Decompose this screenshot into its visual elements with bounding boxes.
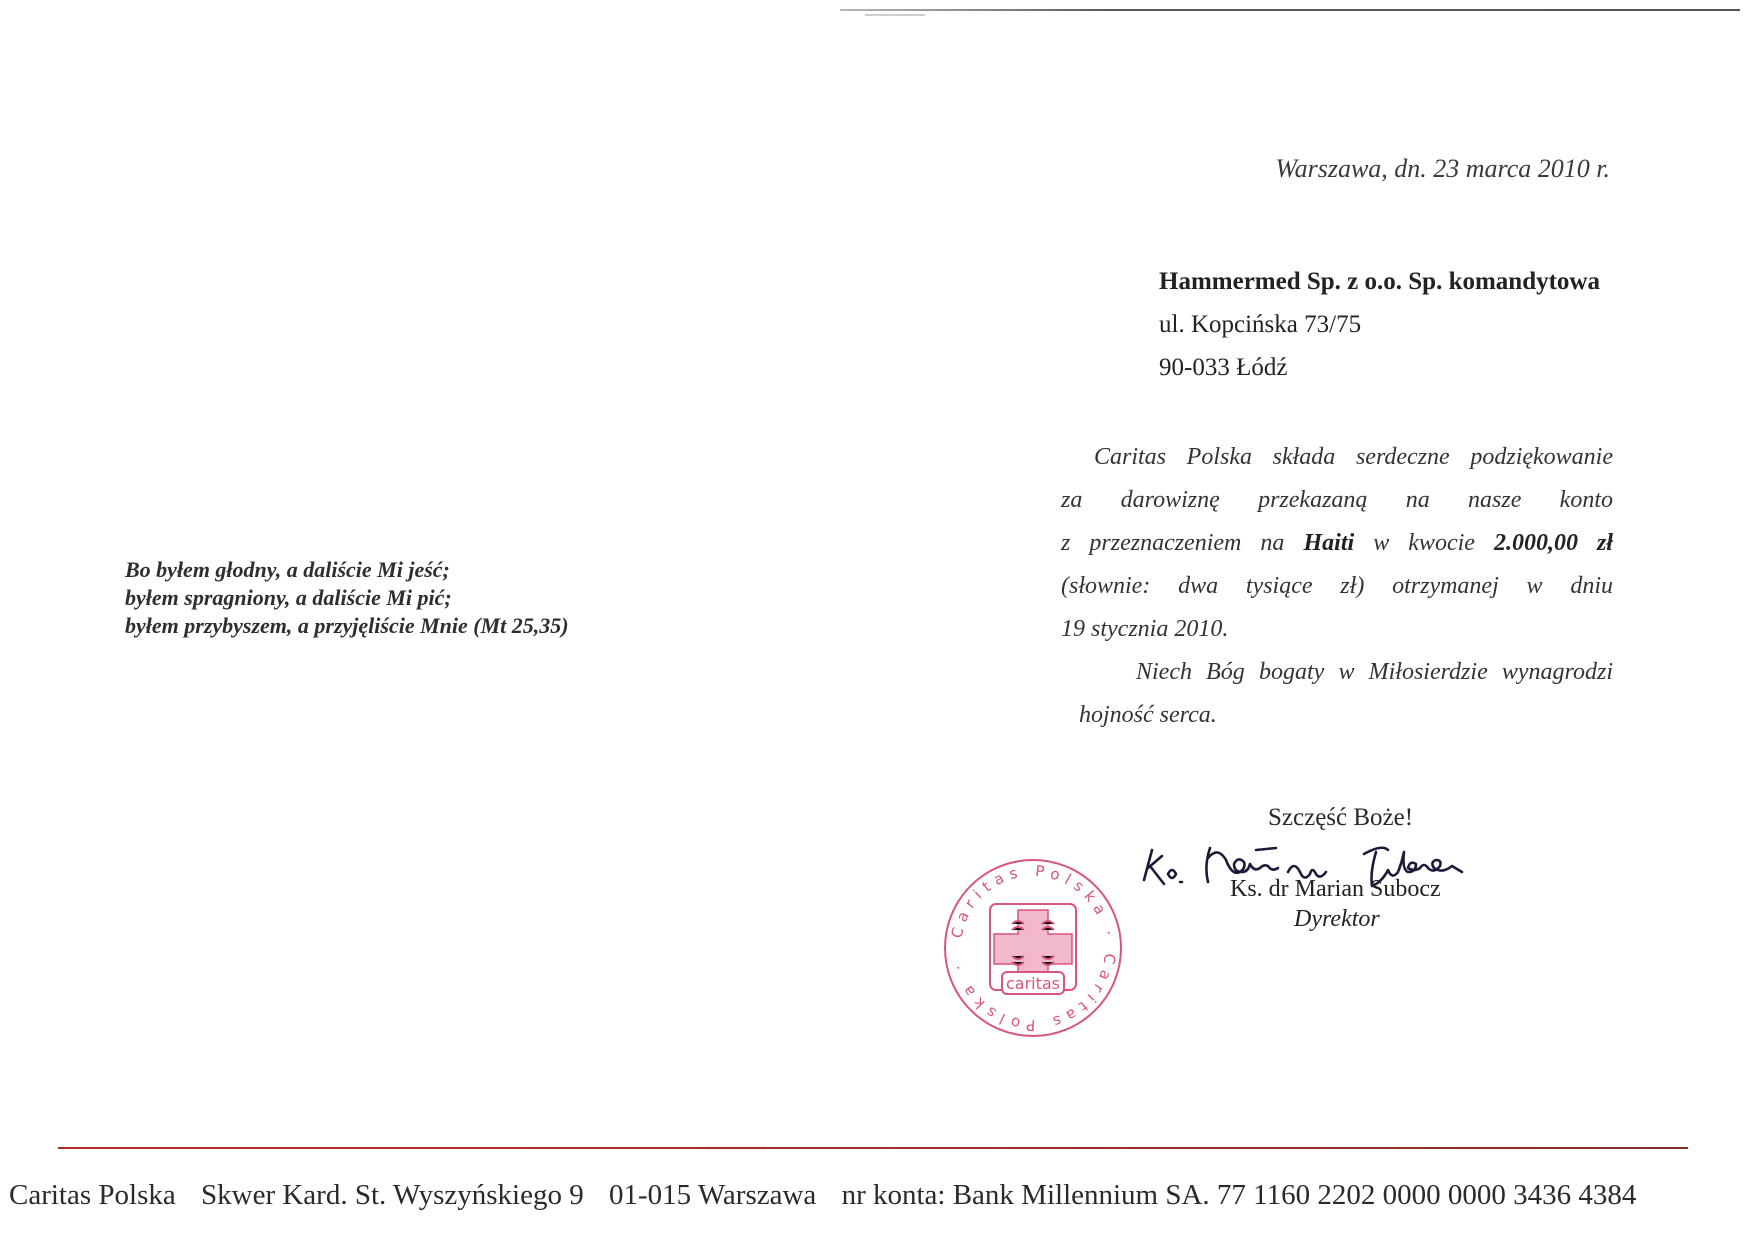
footer-org: Caritas Polska (9, 1179, 176, 1211)
bible-quote (125, 556, 685, 640)
body-text: w kwocie (1373, 530, 1475, 556)
body-line: za darowiznę przekazaną na nasze konto (1061, 487, 1613, 513)
footer-rule (58, 1147, 1688, 1149)
signer-role: Dyrektor (1294, 906, 1380, 932)
recipient-street: ul. Kopcińska 73/75 (1159, 311, 1362, 338)
footer-postal: 01-015 Warszawa (609, 1179, 817, 1211)
quote-line: byłem przybyszem, a przyjęliście Mnie (Mt 25,35) (125, 613, 569, 638)
top-rule-shadow (865, 14, 925, 16)
stamp-ring-text: Caritas Polska · Caritas Polska · (947, 861, 1120, 1035)
body-line (1061, 522, 1613, 565)
letter-date: Warszawa, dn. 23 marca 2010 r. (1275, 154, 1610, 183)
top-rule (840, 9, 1740, 11)
quote-line: byłem spragniony, a daliście Mi pić; (125, 585, 452, 610)
haiti-highlight: Haiti (1303, 530, 1355, 556)
stamp-logo-text: caritas (1005, 974, 1061, 993)
footer (9, 1179, 1749, 1212)
recipient-name: Hammermed Sp. z o.o. Sp. komandytowa (1159, 268, 1600, 295)
body-line: hojność serca. (1079, 702, 1217, 728)
letter-body (1061, 436, 1613, 737)
caritas-stamp (938, 858, 1128, 1038)
body-line: Caritas Polska składa serdeczne podziękowanie (1094, 444, 1613, 470)
donation-amount: 2.000,00 zł (1493, 530, 1614, 556)
body-line: 19 stycznia 2010. (1061, 616, 1229, 642)
quote-line: Bo byłem głodny, a daliście Mi jeść; (125, 557, 450, 582)
footer-street: Skwer Kard. St. Wyszyńskiego 9 (201, 1179, 584, 1211)
body-line: (słownie: dwa tysiące zł) otrzymanej w dniu (1061, 573, 1613, 599)
signer-name: Ks. dr Marian Subocz (1230, 876, 1441, 902)
closing-greeting: Szczęść Boże! (1268, 804, 1414, 831)
body-line: Niech Bóg bogaty w Miłosierdzie wynagrodzi (1136, 659, 1613, 685)
recipient-address (1159, 268, 1600, 397)
body-text: z przeznaczeniem na (1061, 530, 1285, 556)
footer-account: nr konta: Bank Millennium SA. 77 1160 2202 0000 0000 3436 4384 (841, 1179, 1637, 1211)
recipient-city: 90-033 Łódź (1159, 354, 1288, 381)
